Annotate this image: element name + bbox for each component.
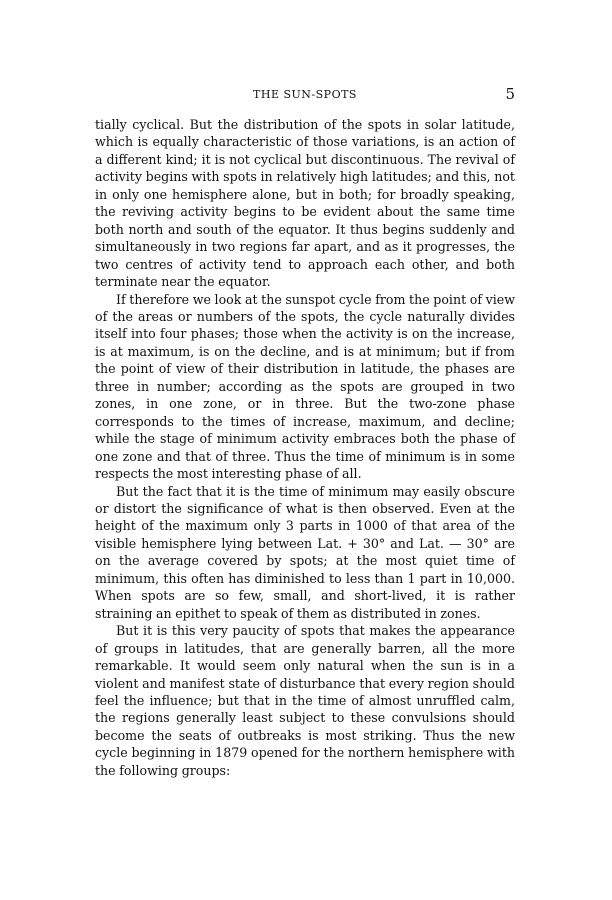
paragraph-2: If therefore we look at the sunspot cycle from the point of view of the areas or numbers of the spots, the cycle naturally divides itself into four phases; those when the activity is on the increase, is at maximum, is on the decline, and is at minimum; but if from the point of view of their distribution in latitude, the phases are three in number; according as the spots are grouped in two zones, in one zone, or in three. But the two-zone phase corresponds to the times of increase, maximum, and decline; while the stage of minimum activity embraces both the phase of one zone and that of three. Thus the time of minimum is in some respects the most interesting phase of all. [95,291,515,482]
page-number: 5 [505,85,515,103]
paragraph-4: But it is this very paucity of spots that makes the appearance of groups in latitudes, that are generally barren, all the more remarkable. It would seem only natural when the sun is in a violent and manifest state of disturbance that every region should feel the influence; but that in the time of almost unruffled calm, the regions generally least subject to these convulsions should become the seats of outbreaks is most striking. Thus the new cycle beginning in 1879 opened for the northern hemisphere with the following groups: [95,623,515,778]
body-text [95,116,515,779]
paragraph-1: tially cyclical. But the distribution of the spots in solar latitude, which is equally characteristic of those variations, is an action of a different kind; it is not cyclical but discontinuous. The revival of activity begins with spots in relatively high latitudes; and this, not in only one hemisphere alone, but in both; for broadly speaking, the reviving activity begins to be evident about the same time both north and south of the equator. It thus begins suddenly and simultaneously in two regions far apart, and as it progresses, the two centres of activity tend to approach each other, and both terminate near the equator. [95,117,515,290]
running-head [95,85,515,106]
paragraph-3: But the fact that it is the time of minimum may easily obscure or distort the significance of what is then observed. Even at the height of the maximum only 3 parts in 1000 of that area of the visible hemisphere lying between Lat. + 30° and Lat. — 30° are on the average covered by spots; at the most quiet time of minimum, this often has diminished to less than 1 part in 10,000. When spots are so few, small, and short-lived, it is rather straining an epithet to speak of them as distributed in zones. [95,483,515,621]
running-title: THE SUN-SPOTS [253,88,357,101]
